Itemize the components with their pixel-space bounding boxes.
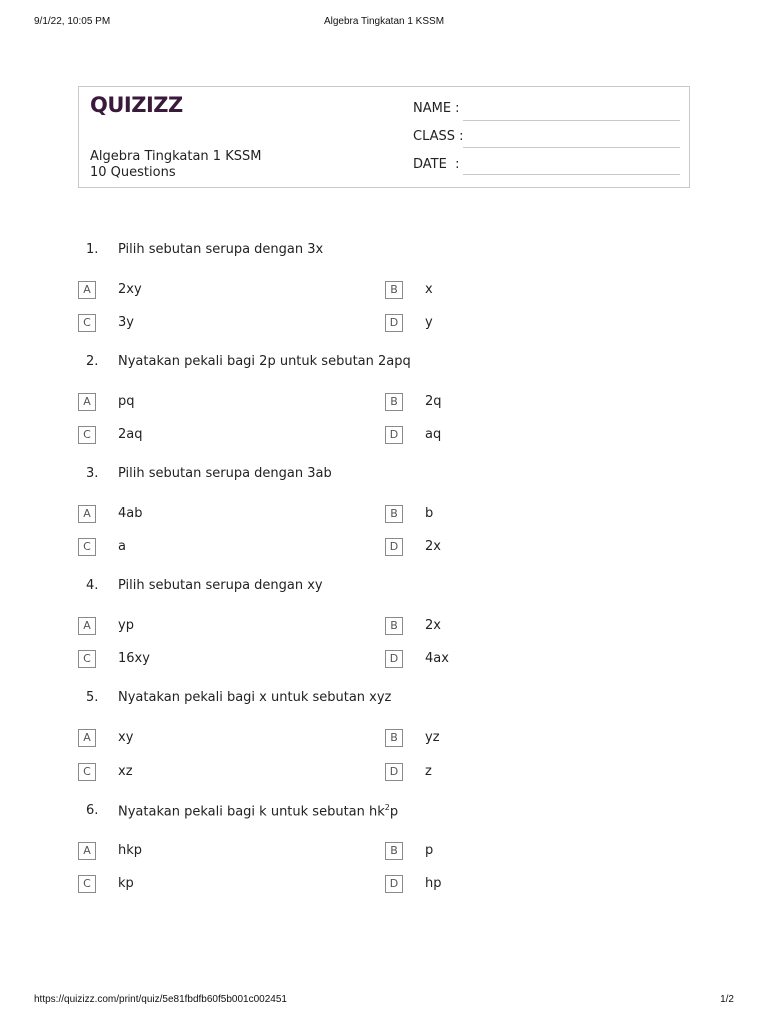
option-letter-box: D — [385, 763, 403, 781]
date-label: DATE : — [413, 157, 460, 172]
question-text: Nyatakan pekali bagi 2p untuk sebutan 2apq — [118, 354, 411, 369]
option-letter-box: B — [385, 729, 403, 747]
option-text: p — [425, 843, 434, 858]
question-number: 3. — [86, 466, 99, 481]
option-text: x — [425, 282, 433, 297]
option-letter-box: D — [385, 875, 403, 893]
option-text: 2aq — [118, 427, 143, 442]
option-text: pq — [118, 394, 135, 409]
option-text: 4ab — [118, 506, 143, 521]
option-letter-box: D — [385, 650, 403, 668]
option-text: hkp — [118, 843, 143, 858]
option-letter-box: B — [385, 842, 403, 860]
option-text: 2xy — [118, 282, 142, 297]
question-number: 1. — [86, 242, 99, 257]
option-text: 3y — [118, 315, 134, 330]
option-text: xy — [118, 730, 134, 745]
quiz-header-box — [78, 86, 690, 188]
option-letter-box: D — [385, 314, 403, 332]
option-text: hp — [425, 876, 442, 891]
option-letter-box: B — [385, 505, 403, 523]
question-text: Nyatakan pekali bagi x untuk sebutan xyz — [118, 690, 392, 705]
name-field[interactable] — [463, 120, 680, 121]
option-text: b — [425, 506, 434, 521]
name-label: NAME : — [413, 101, 460, 116]
option-text: kp — [118, 876, 134, 891]
question-text: Pilih sebutan serupa dengan xy — [118, 578, 323, 593]
option-letter-box: C — [78, 314, 96, 332]
option-text: 2q — [425, 394, 442, 409]
option-letter-box: B — [385, 281, 403, 299]
option-letter-box: C — [78, 650, 96, 668]
question-number: 2. — [86, 354, 99, 369]
page-number: 1/2 — [720, 994, 734, 1005]
question-text: Pilih sebutan serupa dengan 3x — [118, 242, 324, 257]
option-text: z — [425, 764, 432, 779]
question-text-superscript: 2 — [384, 803, 390, 812]
option-letter-box: A — [78, 729, 96, 747]
option-letter-box: B — [385, 617, 403, 635]
print-url[interactable]: https://quizizz.com/print/quiz/5e81fbdfb60f5b001c002451 — [34, 994, 287, 1005]
option-letter-box: C — [78, 763, 96, 781]
print-datetime: 9/1/22, 10:05 PM — [34, 16, 111, 27]
class-field[interactable] — [463, 147, 680, 148]
print-title: Algebra Tingkatan 1 KSSM — [323, 16, 445, 27]
question-text-main: Nyatakan pekali bagi k untuk sebutan hk — [118, 804, 385, 820]
question-number: 6. — [86, 803, 99, 818]
quiz-title: Algebra Tingkatan 1 KSSM — [90, 149, 262, 164]
option-text: 2x — [425, 539, 441, 554]
option-text: y — [425, 315, 433, 330]
option-text: 16xy — [118, 651, 150, 666]
option-text: aq — [425, 427, 442, 442]
date-field[interactable] — [463, 174, 680, 175]
option-letter-box: C — [78, 426, 96, 444]
option-letter-box: C — [78, 875, 96, 893]
option-letter-box: D — [385, 538, 403, 556]
option-letter-box: A — [78, 505, 96, 523]
option-letter-box: A — [78, 281, 96, 299]
option-text: yp — [118, 618, 134, 633]
question-text — [118, 803, 398, 819]
class-label: CLASS : — [413, 129, 464, 144]
question-number: 4. — [86, 578, 99, 593]
option-text: 2x — [425, 618, 441, 633]
question-number: 5. — [86, 690, 99, 705]
question-count: 10 Questions — [90, 165, 176, 180]
option-letter-box: A — [78, 393, 96, 411]
option-text: 4ax — [425, 651, 449, 666]
option-letter-box: C — [78, 538, 96, 556]
option-letter-box: D — [385, 426, 403, 444]
option-letter-box: B — [385, 393, 403, 411]
option-text: a — [118, 539, 126, 554]
option-text: yz — [425, 730, 440, 745]
question-text: Pilih sebutan serupa dengan 3ab — [118, 466, 332, 481]
option-letter-box: A — [78, 617, 96, 635]
quizizz-logo: QUIZIZZ — [90, 93, 183, 117]
question-text-tail: p — [389, 804, 399, 820]
option-text: xz — [118, 764, 133, 779]
option-letter-box: A — [78, 842, 96, 860]
